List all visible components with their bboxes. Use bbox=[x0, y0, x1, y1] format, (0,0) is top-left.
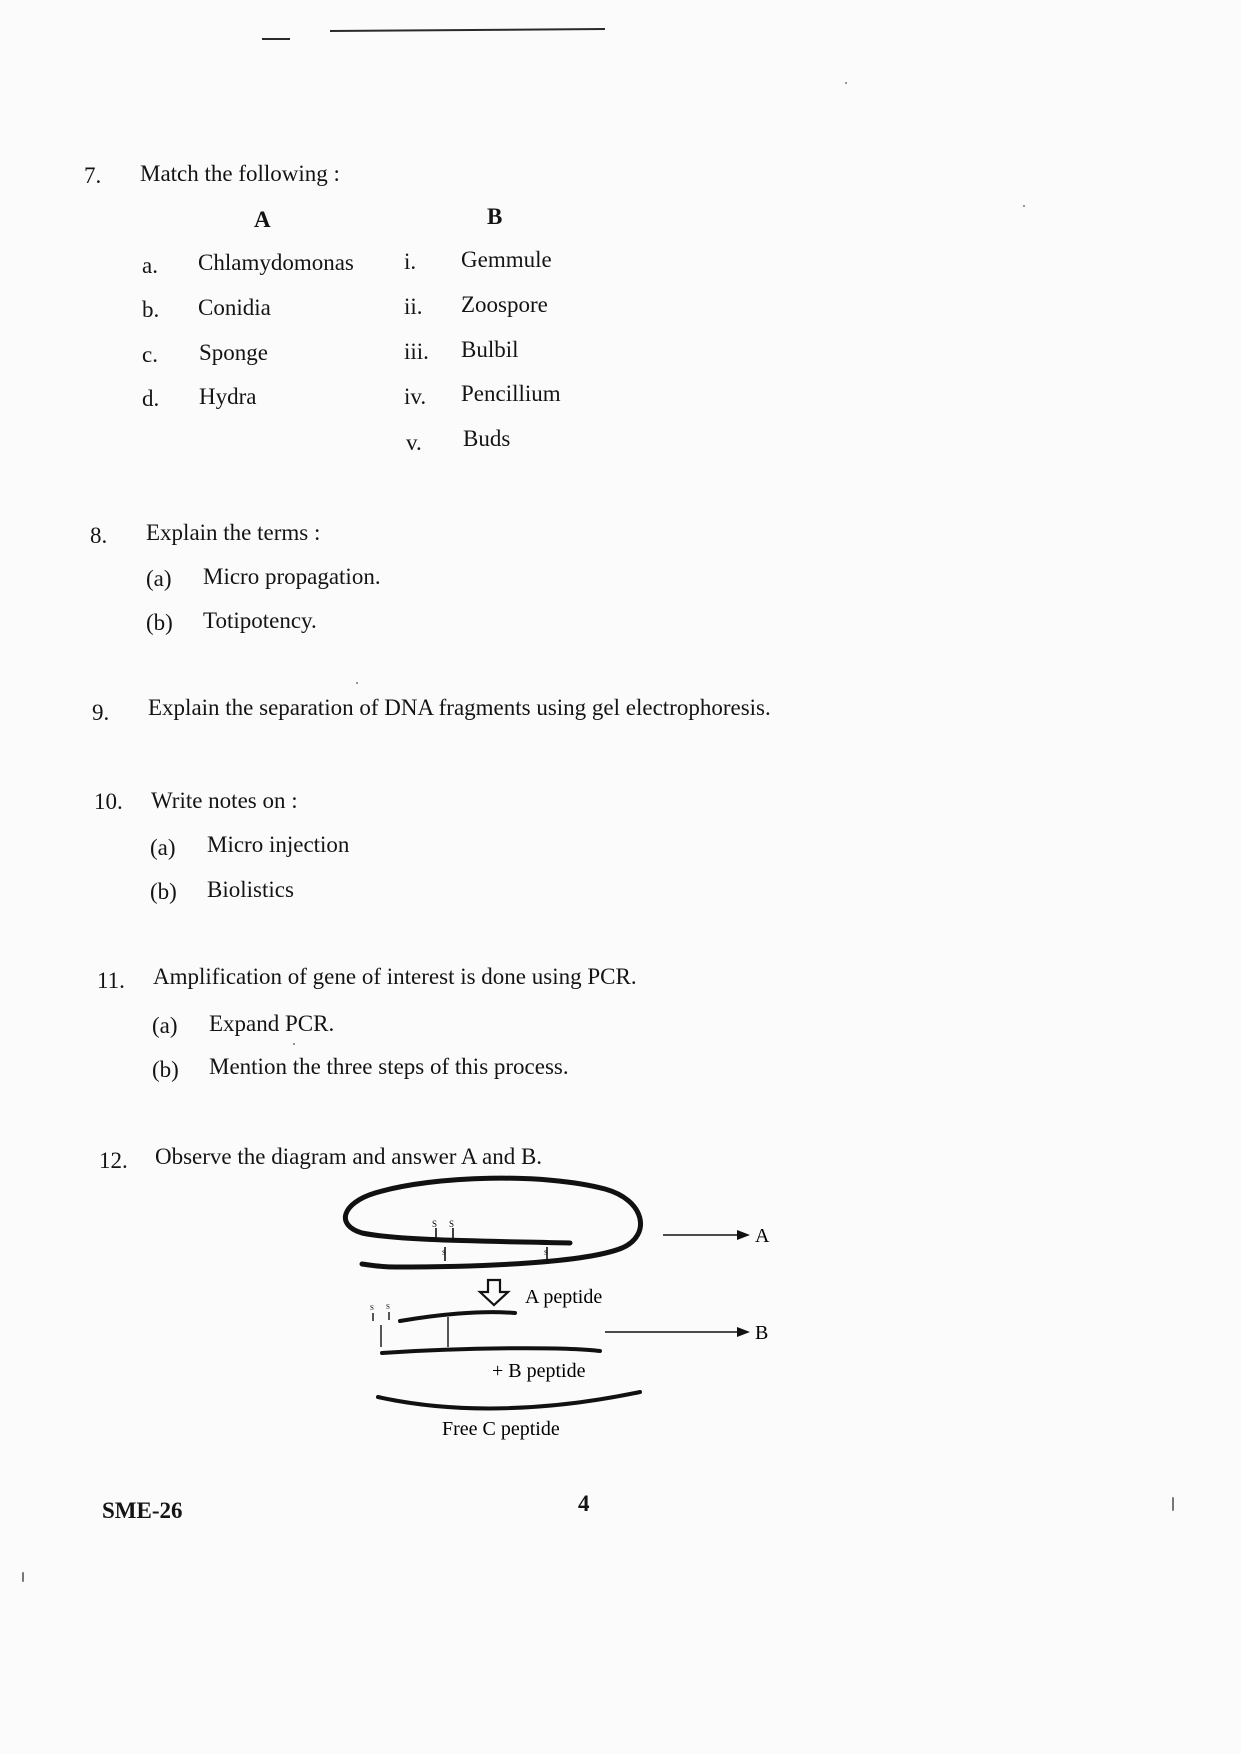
q7-row-b-text: Gemmule bbox=[461, 247, 552, 272]
q7-row-b-text: Buds bbox=[463, 426, 511, 451]
arrow-a-head bbox=[737, 1230, 750, 1240]
q8-text: Explain the terms : bbox=[146, 520, 321, 545]
q7-number: 7. bbox=[84, 163, 102, 188]
q11-part-text: Mention the three steps of this process. bbox=[209, 1054, 569, 1079]
q7-row-b-label: ii. bbox=[404, 294, 423, 319]
speck bbox=[1172, 1497, 1174, 1511]
q7-row-b-label: v. bbox=[406, 430, 422, 455]
a-chain bbox=[400, 1312, 515, 1321]
q11-part-label: (a) bbox=[152, 1013, 178, 1038]
top-rule-long bbox=[330, 28, 605, 31]
q9-text: Explain the separation of DNA fragments using gel electrophoresis. bbox=[148, 695, 771, 720]
s-label: S bbox=[432, 1219, 438, 1229]
q11-part-text: Expand PCR. bbox=[209, 1011, 335, 1036]
q10-part-label: (b) bbox=[150, 879, 177, 904]
s-label: S bbox=[449, 1219, 455, 1229]
free-c-peptide-label: Free C peptide bbox=[442, 1418, 560, 1440]
q8-part-label: (a) bbox=[146, 566, 172, 591]
q7-col-a-head: A bbox=[254, 207, 271, 232]
q8-part-text: Micro propagation. bbox=[203, 564, 381, 589]
speck bbox=[22, 1572, 24, 1582]
q11-part-label: (b) bbox=[152, 1057, 179, 1082]
speck bbox=[356, 682, 358, 684]
b-chain bbox=[382, 1348, 600, 1353]
q12-text: Observe the diagram and answer A and B. bbox=[155, 1144, 543, 1169]
q7-row-a-label: c. bbox=[142, 342, 158, 367]
q7-row-a-text: Hydra bbox=[199, 384, 257, 409]
q8-number: 8. bbox=[90, 523, 108, 548]
q7-row-a-text: Sponge bbox=[199, 340, 268, 365]
footer-code: SME-26 bbox=[102, 1498, 183, 1523]
insulin-diagram bbox=[340, 1175, 800, 1450]
s-label: S bbox=[386, 1303, 390, 1311]
q7-row-a-text: Conidia bbox=[198, 295, 271, 320]
b-peptide-label: + B peptide bbox=[492, 1360, 586, 1382]
q10-part-label: (a) bbox=[150, 835, 176, 860]
arrow-b-head bbox=[737, 1327, 750, 1337]
q7-row-b-text: Bulbil bbox=[461, 337, 519, 362]
q7-row-a-label: a. bbox=[142, 253, 158, 278]
label-b: B bbox=[755, 1322, 769, 1344]
speck bbox=[293, 1043, 295, 1045]
q10-number: 10. bbox=[94, 789, 123, 814]
q8-part-text: Totipotency. bbox=[203, 608, 317, 633]
q7-text: Match the following : bbox=[140, 161, 340, 186]
label-a: A bbox=[755, 1225, 770, 1247]
proinsulin-loop bbox=[345, 1178, 640, 1267]
q7-row-b-text: Pencillium bbox=[461, 381, 561, 406]
q10-text: Write notes on : bbox=[151, 788, 298, 813]
q7-row-a-label: b. bbox=[142, 297, 160, 322]
a-peptide-label: A peptide bbox=[525, 1286, 603, 1308]
q7-col-b-head: B bbox=[487, 204, 503, 229]
q11-text: Amplification of gene of interest is done using PCR. bbox=[153, 964, 637, 989]
s-label: S bbox=[370, 1304, 374, 1312]
q11-number: 11. bbox=[97, 968, 125, 993]
q7-row-a-text: Chlamydomonas bbox=[198, 250, 354, 275]
q9-number: 9. bbox=[92, 700, 110, 725]
q7-row-b-label: i. bbox=[404, 249, 417, 274]
q7-row-b-label: iii. bbox=[404, 339, 429, 364]
q7-row-b-text: Zoospore bbox=[461, 292, 548, 317]
q10-part-text: Biolistics bbox=[207, 877, 294, 902]
top-rule-short bbox=[262, 38, 290, 40]
s-label: S bbox=[442, 1249, 446, 1257]
down-arrow-icon bbox=[480, 1280, 508, 1305]
q10-part-text: Micro injection bbox=[207, 832, 350, 857]
q7-row-a-label: d. bbox=[142, 386, 160, 411]
q7-row-b-label: iv. bbox=[404, 384, 427, 409]
speck bbox=[1023, 205, 1025, 207]
page-number: 4 bbox=[578, 1491, 590, 1516]
q12-number: 12. bbox=[99, 1148, 128, 1173]
s-label: S bbox=[544, 1249, 548, 1257]
c-peptide-chain bbox=[378, 1392, 640, 1408]
q8-part-label: (b) bbox=[146, 610, 173, 635]
speck bbox=[845, 82, 847, 84]
